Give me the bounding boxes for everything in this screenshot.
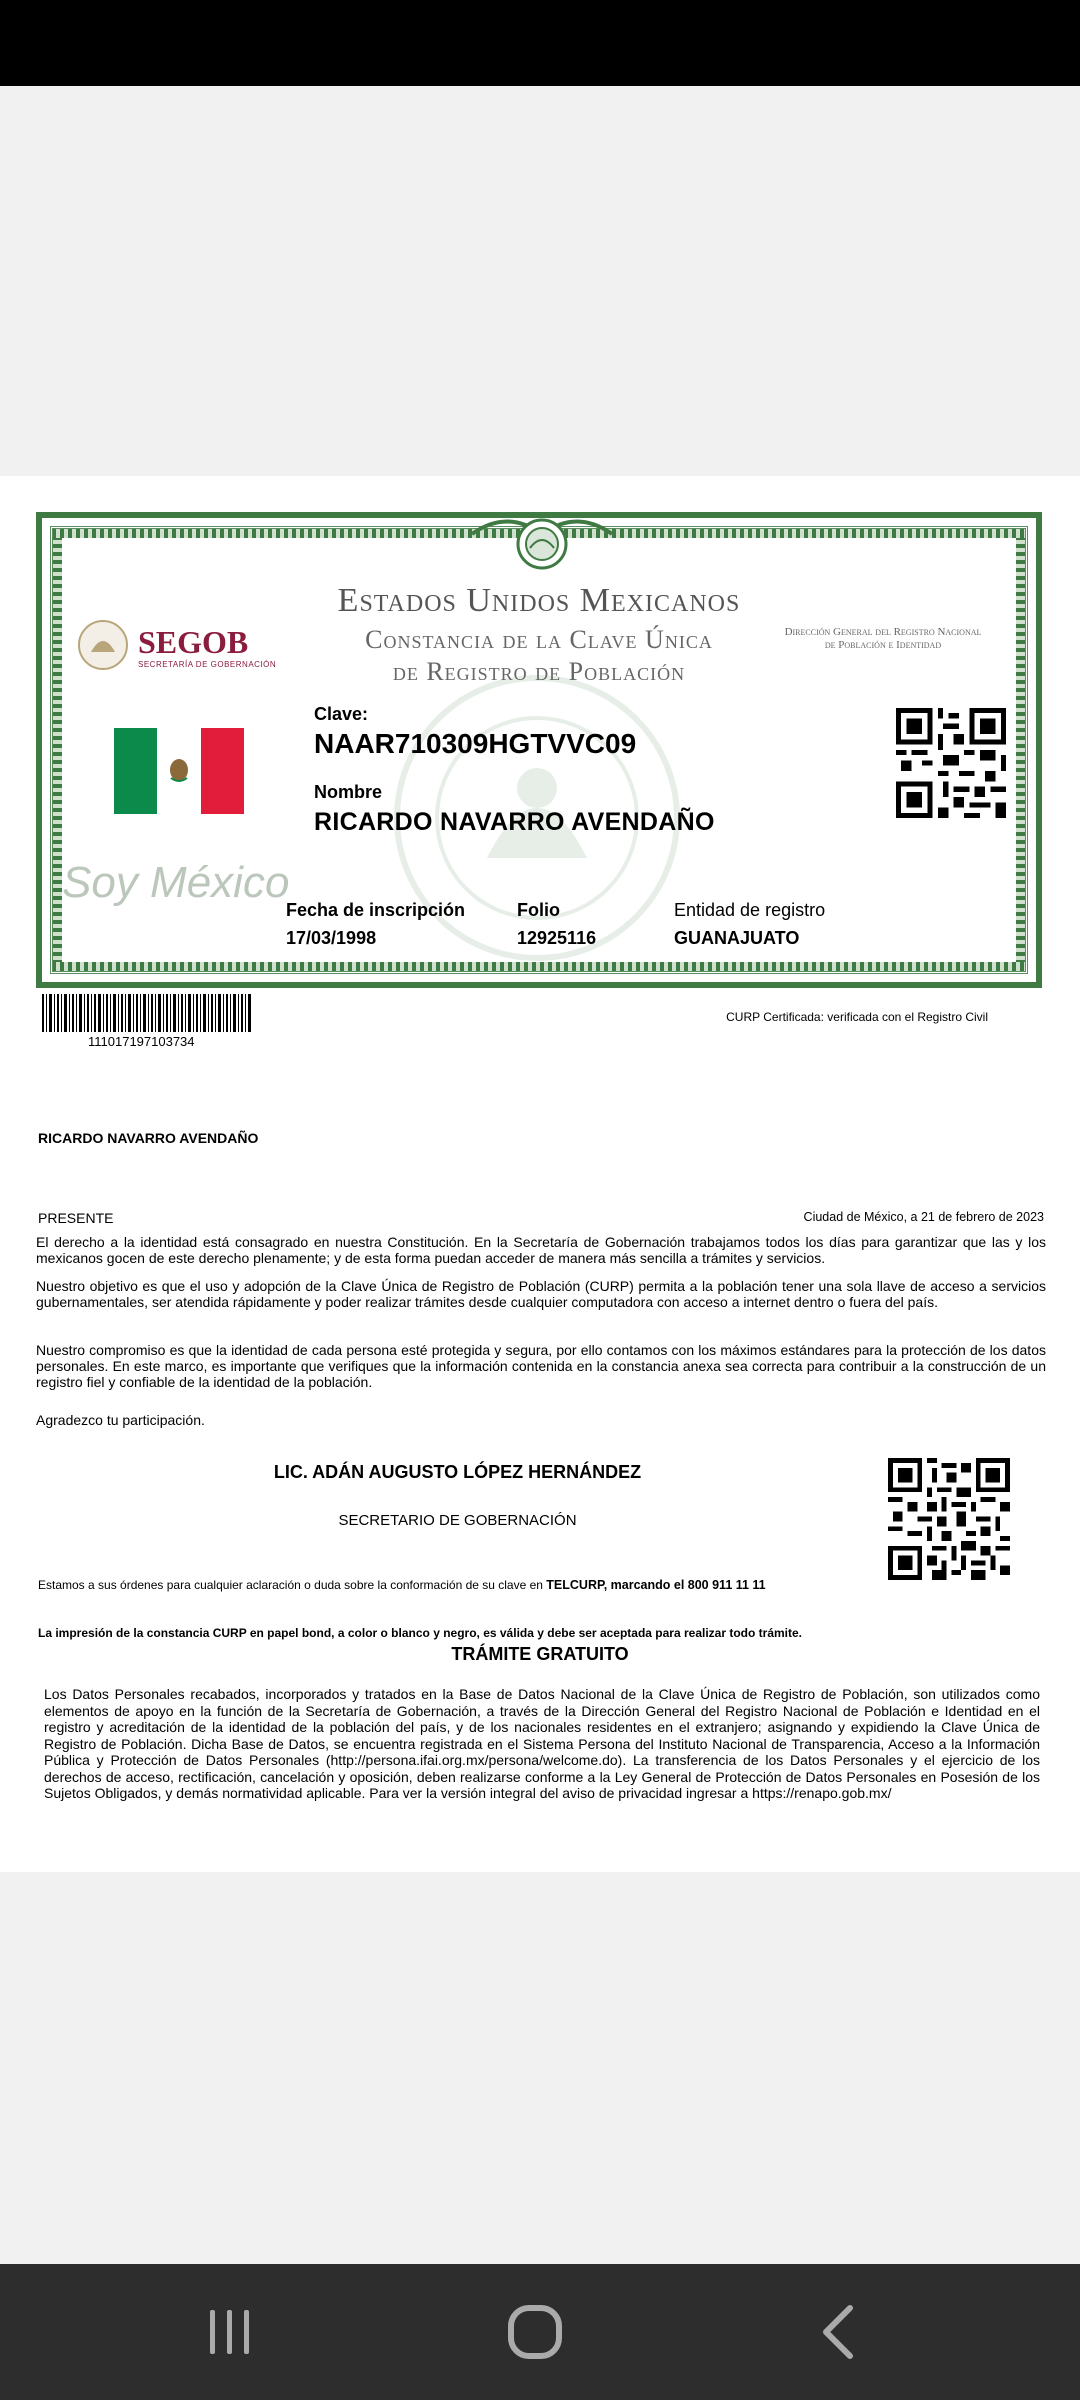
telcurp-text: Estamos a sus órdenes para cualquier aclaración o duda sobre la conformación de su clave en: [38, 1578, 547, 1592]
home-icon[interactable]: [505, 2302, 565, 2362]
entidad-registro-label: Entidad de registro: [674, 900, 826, 920]
letter-paragraph-4: Agradezco tu participación.: [36, 1412, 205, 1428]
impresion-notice: La impresión de la constancia CURP en papel bond, a color o blanco y negro, es válida y debe ser aceptada para realizar todo trámite.: [38, 1626, 803, 1640]
mexican-flag: [114, 728, 244, 814]
title-estados-unidos-mexicanos: Estados Unidos Mexicanos: [337, 582, 741, 619]
coat-of-arms-crest: [472, 514, 612, 574]
flag-white-stripe: [157, 728, 200, 814]
segob-subtitle: SECRETARÍA DE GOBERNACIÓN: [138, 660, 277, 669]
document-page: [0, 476, 1080, 1872]
nombre-value: RICARDO NAVARRO AVENDAÑO: [314, 808, 715, 836]
flag-green-stripe: [114, 728, 157, 814]
fecha-inscripcion-label: Fecha de inscripción: [286, 900, 466, 920]
telcurp-phone: TELCURP, marcando el 800 911 11 11: [546, 1578, 766, 1592]
letter-date-place: Ciudad de México, a 21 de febrero de 2023: [803, 1210, 1044, 1224]
signatory-title: SECRETARIO DE GOBERNACIÓN: [338, 1512, 577, 1529]
title-constancia-line1: Constancia de la Clave Única: [365, 625, 713, 654]
soy-mexico-slogan: Soy México: [62, 858, 290, 907]
barcode: [42, 994, 252, 1032]
segob-emblem-icon: [76, 618, 130, 672]
flag-emblem-icon: [167, 756, 191, 784]
curp-certificada-text: CURP Certificada: verificada con el Registro Civil: [726, 1010, 988, 1024]
fecha-inscripcion-value: 17/03/1998: [286, 928, 377, 948]
letter-paragraph-3: Nuestro compromiso es que la identidad de cada persona esté protegida y segura, por ello contamos con los máximos estándares para la protección de los datos personales. En este marco, es importante que verifiques que la información contenida en la constancia anexa sea correcta para contribuir a la construcción de un registro fiel y confiable de la identidad de la población.: [36, 1342, 1046, 1390]
folio-value: 12925116: [517, 928, 597, 948]
barcode-number: 111017197103734: [88, 1034, 195, 1049]
telcurp-notice: [38, 1578, 766, 1592]
letter-recipient: RICARDO NAVARRO AVENDAÑO: [38, 1130, 259, 1146]
android-nav-bar: [0, 2264, 1080, 2400]
signatory-name: LIC. ADÁN AUGUSTO LÓPEZ HERNÁNDEZ: [273, 1462, 642, 1482]
privacy-notice: Los Datos Personales recabados, incorporados y tratados en la Base de Datos Nacional de la Clave Única de Registro de Población, son utilizados como elementos de apoyo en la función de la Secretaría de Gobernación, a través de la Dirección General del Registro Nacional de Población e Identidad en el registro y acreditación de la identidad de la población del país, y de los nacionales residentes en el extranjero; asignando y expidiendo la Clave Única de Registro de Población. Dicha Base de Datos, se encuentra registrada en el Sistema Persona del Instituto Nacional de Transparencia, Acceso a la Información Pública y Protección de Datos Personales (http://persona.ifai.org.mx/persona/welcome.do). La transferencia de los Datos Personales y el ejercicio de los derechos de acceso, rectificación, cancelación y oposición, deben realizarse conforme a la Ley General de Protección de Datos Personales en Posesión de los Sujetos Obligados, y demás normatividad aplicable. Para ver la versión integral del aviso de privacidad ingresar a https://renapo.gob.mx/: [44, 1686, 1040, 1801]
tramite-gratuito: TRÁMITE GRATUITO: [451, 1644, 629, 1664]
flag-red-stripe: [201, 728, 244, 814]
letter-paragraph-1: El derecho a la identidad está consagrado en nuestra Constitución. En la Secretaría de Gobernación trabajamos todos los días para garantizar que las y los mexicanos gocen de este derecho plenamente; y de esta forma puedan acceder de manera más sencilla a trámites y servicios.: [36, 1234, 1046, 1266]
folio-label: Folio: [517, 900, 560, 920]
status-bar: [0, 0, 1080, 86]
direccion-general-text: Dirección General del Registro Nacional de Población e Identidad: [784, 626, 982, 651]
nombre-label: Nombre: [314, 782, 383, 802]
letter-qr-code: [888, 1458, 1010, 1580]
back-icon[interactable]: [810, 2302, 870, 2362]
certificate-qr-code: [896, 708, 1006, 818]
curp-clave: NAAR710309HGTVVC09: [314, 728, 637, 759]
entidad-registro-value: GUANAJUATO: [674, 928, 800, 948]
clave-label: Clave:: [314, 704, 369, 724]
title-constancia-line2: de Registro de Población: [392, 657, 686, 686]
segob-logo: [76, 618, 316, 678]
recent-apps-icon[interactable]: [200, 2302, 260, 2362]
curp-certificate: [36, 512, 1042, 988]
letter-presente: PRESENTE: [38, 1210, 114, 1226]
letter-paragraph-2: Nuestro objetivo es que el uso y adopción de la Clave Única de Registro de Población (CURP) permita a la población tener una sola llave de acceso a servicios gubernamentales, ser atendida rápidamente y poder realizar trámites desde cualquier computadora con acceso a internet dentro o fuera del país.: [36, 1278, 1046, 1310]
segob-name: SEGOB: [138, 624, 249, 660]
